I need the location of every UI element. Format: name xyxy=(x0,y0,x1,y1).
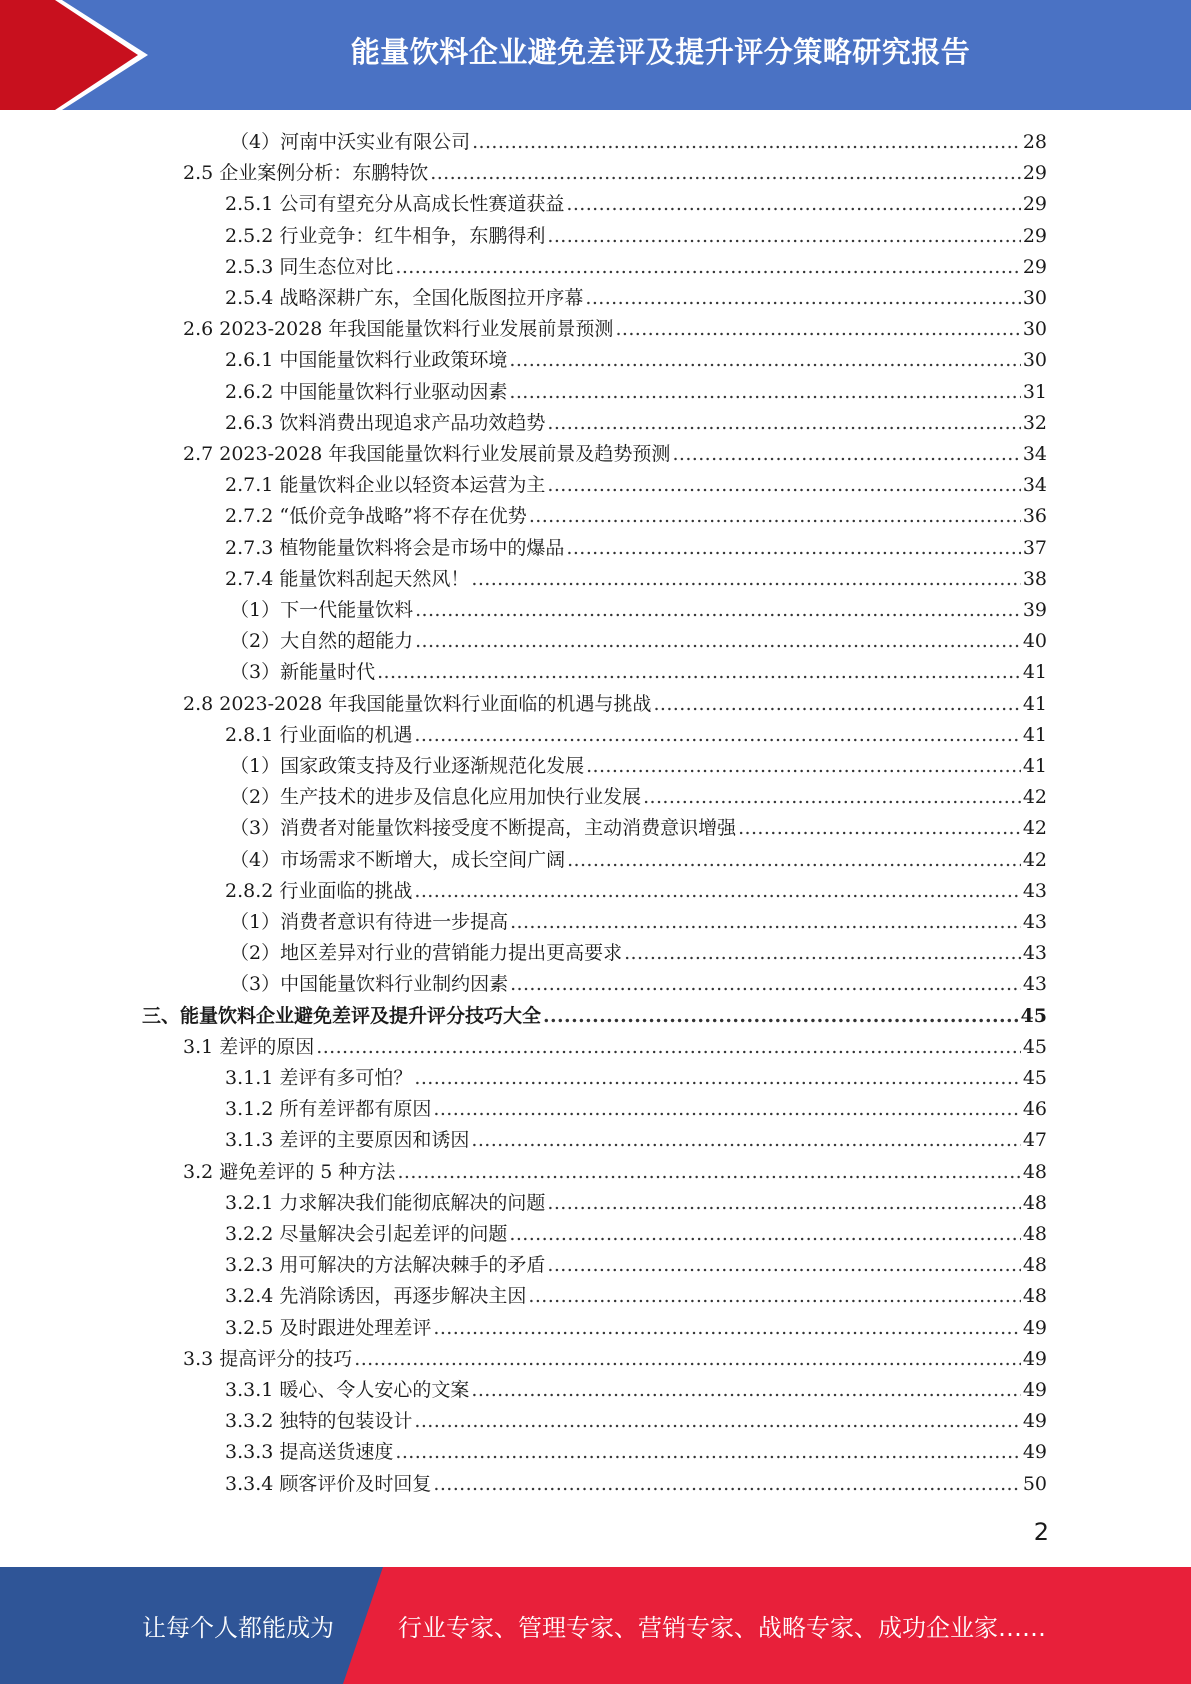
toc-entry[interactable] xyxy=(225,470,1047,500)
toc-entry[interactable] xyxy=(183,1157,1047,1187)
toc-dot-leader xyxy=(547,1188,1020,1218)
toc-entry-label: （2）大自然的超能力 xyxy=(230,630,414,653)
toc-entry-label: 2.8.2 行业面临的挑战 xyxy=(225,879,413,902)
toc-entry[interactable] xyxy=(230,813,1047,843)
toc-dot-leader xyxy=(433,1313,1020,1343)
toc-entry-label: （1）消费者意识有待进一步提高 xyxy=(230,911,509,933)
toc-entry-label: 3.3.4 顾客评价及时回复 xyxy=(225,1472,432,1495)
toc-entry-page: 41 xyxy=(1022,692,1047,715)
toc-dot-leader xyxy=(566,189,1020,219)
toc-entry-page: 41 xyxy=(1022,723,1047,746)
toc-entry-page: 50 xyxy=(1022,1472,1047,1495)
toc-entry-label: 2.6.1 中国能量饮料行业政策环境 xyxy=(225,349,508,372)
toc-entry[interactable] xyxy=(225,221,1047,251)
toc-entry-page: 41 xyxy=(1022,755,1047,777)
toc-dot-leader xyxy=(586,751,1021,781)
toc-entry-label: 2.7.1 能量饮料企业以轻资本运营为主 xyxy=(225,474,546,497)
toc-entry[interactable] xyxy=(225,1219,1047,1249)
toc-entry-page: 43 xyxy=(1022,942,1047,965)
toc-entry[interactable] xyxy=(230,657,1047,687)
toc-entry[interactable] xyxy=(183,439,1047,469)
toc-entry-page: 45 xyxy=(1022,1067,1047,1089)
toc-entry-label: （4）河南中沃实业有限公司 xyxy=(230,131,471,153)
toc-entry[interactable] xyxy=(183,314,1047,344)
footer-banner xyxy=(0,1567,1191,1684)
toc-entry-label: 2.5 企业案例分析：东鹏特饮 xyxy=(183,162,429,185)
page-number: 2 xyxy=(1033,1518,1049,1546)
toc-dot-leader xyxy=(509,345,1020,375)
toc-entry-page: 38 xyxy=(1022,567,1047,590)
toc-entry[interactable] xyxy=(225,1188,1047,1218)
toc-dot-leader xyxy=(528,1281,1020,1311)
toc-entry-label: 2.6.3 饮料消费出现追求产品功效趋势 xyxy=(225,411,546,434)
toc-dot-leader xyxy=(547,470,1020,500)
toc-entry-label: 2.5.2 行业竞争：红牛相争，东鹏得利 xyxy=(225,224,546,247)
toc-entry-label: 2.8 2023-2028 年我国能量饮料行业面临的机遇与挑战 xyxy=(183,692,652,715)
toc-dot-leader xyxy=(567,845,1021,875)
toc-entry-label: 3.2.3 用可解决的方法解决棘手的矛盾 xyxy=(225,1254,546,1277)
toc-entry-label: 3.2.1 力求解决我们能彻底解决的问题 xyxy=(225,1191,546,1214)
toc-entry-page: 49 xyxy=(1022,1379,1047,1401)
toc-entry[interactable] xyxy=(225,533,1047,563)
toc-entry-label: 2.6 2023-2028 年我国能量饮料行业发展前景预测 xyxy=(183,318,614,341)
toc-entry-label: 3.2 避免差评的 5 种方法 xyxy=(183,1160,396,1183)
toc-entry-page: 42 xyxy=(1022,817,1047,840)
toc-dot-leader xyxy=(414,1406,1020,1436)
toc-entry-label: 3.1.2 所有差评都有原因 xyxy=(225,1098,432,1121)
toc-entry-page: 29 xyxy=(1022,224,1047,247)
toc-dot-leader xyxy=(624,938,1021,968)
toc-dot-leader xyxy=(672,439,1020,469)
toc-entry[interactable] xyxy=(183,158,1047,188)
toc-entry-page: 36 xyxy=(1022,505,1047,528)
toc-dot-leader xyxy=(397,1157,1020,1187)
toc-entry-page: 37 xyxy=(1022,536,1047,559)
toc-entry[interactable] xyxy=(225,1406,1047,1436)
toc-entry-page: 29 xyxy=(1022,255,1047,278)
toc-entry-page: 42 xyxy=(1022,786,1047,809)
toc-entry-label: 3.2.2 尽量解决会引起差评的问题 xyxy=(225,1223,508,1245)
toc-entry-label: 三、能量饮料企业避免差评及提升评分技巧大全 xyxy=(142,1004,542,1027)
toc-entry-page: 30 xyxy=(1022,349,1047,372)
toc-entry-page: 41 xyxy=(1022,661,1047,684)
toc-dot-leader xyxy=(566,533,1020,563)
toc-entry-label: （2）生产技术的进步及信息化应用加快行业发展 xyxy=(230,786,642,809)
toc-dot-leader xyxy=(471,564,1020,594)
toc-entry-page: 43 xyxy=(1022,973,1047,996)
toc-entry-label: （3）新能量时代 xyxy=(230,661,376,684)
toc-dot-leader xyxy=(354,1344,1021,1374)
toc-entry-label: 3.3.2 独特的包装设计 xyxy=(225,1410,413,1433)
document-title: 能量饮料企业避免差评及提升评分策略研究报告 xyxy=(350,34,971,69)
toc-dot-leader xyxy=(547,408,1020,438)
toc-entry-label: 3.1 差评的原因 xyxy=(183,1035,315,1058)
toc-entry-page: 48 xyxy=(1022,1223,1047,1245)
toc-entry-label: （4）市场需求不断增大，成长空间广阔 xyxy=(230,848,566,871)
toc-entry-label: 3.2.4 先消除诱因，再逐步解决主因 xyxy=(225,1285,527,1308)
toc-entry-label: 3.1.1 差评有多可怕？ xyxy=(225,1067,413,1089)
toc-entry-page: 49 xyxy=(1022,1441,1047,1464)
toc-entry[interactable] xyxy=(225,189,1047,219)
toc-entry-label: （3）中国能量饮料行业制约因素 xyxy=(230,973,509,996)
toc-entry[interactable] xyxy=(183,1032,1047,1062)
toc-entry[interactable] xyxy=(225,1469,1047,1499)
toc-entry-page: 30 xyxy=(1022,287,1047,309)
toc-entry-page: 30 xyxy=(1022,318,1047,341)
toc-dot-leader xyxy=(414,720,1020,750)
toc-entry[interactable] xyxy=(230,127,1047,157)
toc-entry-page: 48 xyxy=(1022,1160,1047,1183)
toc-entry-label: （1）国家政策支持及行业逐渐规范化发展 xyxy=(230,755,585,777)
toc-entry-label: （1）下一代能量饮料 xyxy=(230,599,414,621)
toc-entry-label: 2.7.4 能量饮料刮起天然风！ xyxy=(225,567,470,590)
toc-dot-leader xyxy=(414,1063,1020,1093)
toc-entry-page: 45 xyxy=(1020,1004,1047,1027)
toc-dot-leader xyxy=(471,1125,1020,1155)
toc-dot-leader xyxy=(415,595,1021,625)
toc-entry-label: 2.5.4 战略深耕广东，全国化版图拉开序幕 xyxy=(225,287,584,309)
toc-dot-leader xyxy=(377,657,1021,687)
toc-dot-leader xyxy=(433,1469,1020,1499)
toc-entry-label: 3.3.3 提高送货速度 xyxy=(225,1441,394,1464)
toc-dot-leader xyxy=(471,1375,1020,1405)
toc-entry-page: 43 xyxy=(1022,879,1047,902)
toc-entry-page: 31 xyxy=(1022,380,1047,403)
toc-entry[interactable] xyxy=(230,782,1047,812)
toc-dot-leader xyxy=(472,127,1021,157)
toc-entry-label: 2.5.3 同生态位对比 xyxy=(225,255,394,278)
toc-entry-page: 49 xyxy=(1022,1410,1047,1433)
toc-dot-leader xyxy=(529,501,1021,531)
toc-entry[interactable] xyxy=(142,1001,1047,1031)
toc-dot-leader xyxy=(509,1219,1020,1249)
toc-entry-page: 48 xyxy=(1022,1285,1047,1308)
toc-dot-leader xyxy=(738,813,1021,843)
toc-entry-page: 34 xyxy=(1022,443,1047,465)
toc-entry[interactable] xyxy=(225,345,1047,375)
toc-dot-leader xyxy=(433,1094,1020,1124)
toc-entry[interactable] xyxy=(230,626,1047,656)
toc-entry[interactable] xyxy=(225,1437,1047,1467)
toc-entry-label: 2.8.1 行业面临的机遇 xyxy=(225,723,413,746)
toc-dot-leader xyxy=(395,252,1020,282)
toc-dot-leader xyxy=(615,314,1020,344)
toc-entry-page: 34 xyxy=(1022,474,1047,497)
toc-entry-label: 3.2.5 及时跟进处理差评 xyxy=(225,1316,432,1339)
header-banner xyxy=(0,0,1191,110)
toc-entry-page: 43 xyxy=(1022,911,1047,933)
toc-entry-page: 32 xyxy=(1022,411,1047,434)
toc-dot-leader xyxy=(510,907,1021,937)
toc-entry-label: 3.3 提高评分的技巧 xyxy=(183,1347,353,1370)
toc-entry[interactable] xyxy=(225,501,1047,531)
toc-entry-page: 42 xyxy=(1022,848,1047,871)
toc-entry[interactable] xyxy=(225,720,1047,750)
toc-entry-page: 49 xyxy=(1022,1347,1047,1370)
toc-entry[interactable] xyxy=(230,938,1047,968)
toc-entry[interactable] xyxy=(225,408,1047,438)
toc-dot-leader xyxy=(547,1250,1020,1280)
toc-entry[interactable] xyxy=(225,377,1047,407)
toc-entry-page: 48 xyxy=(1022,1254,1047,1277)
toc-dot-leader xyxy=(415,626,1021,656)
toc-entry[interactable] xyxy=(225,876,1047,906)
toc-entry[interactable] xyxy=(225,1250,1047,1280)
toc-entry[interactable] xyxy=(225,1063,1047,1093)
toc-entry[interactable] xyxy=(230,751,1047,781)
toc-entry[interactable] xyxy=(183,1344,1047,1374)
toc-entry-page: 40 xyxy=(1022,630,1047,653)
toc-entry-label: 2.7.2 “低价竞争战略”将不存在优势 xyxy=(225,505,527,528)
toc-entry[interactable] xyxy=(225,252,1047,282)
toc-dot-leader xyxy=(430,158,1021,188)
toc-entry[interactable] xyxy=(225,283,1047,313)
toc-entry-page: 29 xyxy=(1022,162,1047,185)
toc-dot-leader xyxy=(316,1032,1021,1062)
toc-dot-leader xyxy=(414,876,1020,906)
footer-slogan-left: 让每个人都能成为 xyxy=(142,1614,334,1642)
toc-entry-label: 2.7.3 植物能量饮料将会是市场中的爆品 xyxy=(225,536,565,559)
toc-entry-label: （3）消费者对能量饮料接受度不断提高，主动消费意识增强 xyxy=(230,817,737,840)
toc-dot-leader xyxy=(543,1001,1019,1031)
toc-entry[interactable] xyxy=(225,564,1047,594)
toc-dot-leader xyxy=(509,377,1020,407)
toc-entry[interactable] xyxy=(230,907,1047,937)
toc-entry-label: 2.5.1 公司有望充分从高成长性赛道获益 xyxy=(225,193,565,216)
toc-entry-label: （2）地区差异对行业的营销能力提出更高要求 xyxy=(230,942,623,965)
toc-entry-page: 29 xyxy=(1022,193,1047,216)
toc-entry[interactable] xyxy=(225,1375,1047,1405)
toc-entry-label: 3.3.1 暖心、令人安心的文案 xyxy=(225,1379,470,1401)
toc-entry-page: 28 xyxy=(1022,131,1047,153)
toc-entry[interactable] xyxy=(225,1281,1047,1311)
toc-entry-page: 47 xyxy=(1022,1129,1047,1152)
toc-entry-label: 2.6.2 中国能量饮料行业驱动因素 xyxy=(225,380,508,403)
toc-entry[interactable] xyxy=(230,595,1047,625)
toc-dot-leader xyxy=(643,782,1021,812)
toc-entry-page: 49 xyxy=(1022,1316,1047,1339)
toc-dot-leader xyxy=(395,1437,1020,1467)
toc-entry-page: 48 xyxy=(1022,1191,1047,1214)
toc-dot-leader xyxy=(547,221,1020,251)
toc-entry-label: 3.1.3 差评的主要原因和诱因 xyxy=(225,1129,470,1152)
toc-dot-leader xyxy=(585,283,1020,313)
toc-entry[interactable] xyxy=(225,1094,1047,1124)
toc-entry[interactable] xyxy=(230,845,1047,875)
footer-slogan-right: 行业专家、管理专家、营销专家、战略专家、成功企业家…… xyxy=(398,1614,1046,1642)
toc-entry[interactable] xyxy=(183,689,1047,719)
toc-entry-page: 39 xyxy=(1022,599,1047,621)
toc-dot-leader xyxy=(653,689,1020,719)
toc-entry[interactable] xyxy=(225,1125,1047,1155)
toc-entry[interactable] xyxy=(230,969,1047,999)
toc-entry-label: 2.7 2023-2028 年我国能量饮料行业发展前景及趋势预测 xyxy=(183,443,671,465)
toc-entry-page: 46 xyxy=(1022,1098,1047,1121)
toc-entry-page: 45 xyxy=(1022,1035,1047,1058)
toc-dot-leader xyxy=(510,969,1021,999)
toc-entry[interactable] xyxy=(225,1313,1047,1343)
header-chevron-icon xyxy=(0,0,160,110)
